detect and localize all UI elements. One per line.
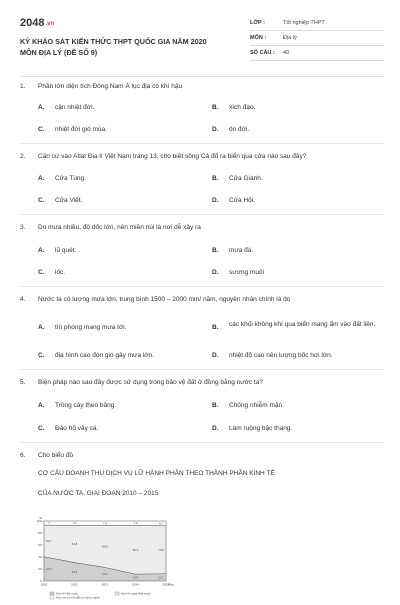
x-tick-label: 2015 <box>162 582 170 587</box>
option-text: Đào hố vảy cá. <box>55 425 99 432</box>
meta-key: MÔN : <box>250 35 267 41</box>
data-label: 7 <box>48 521 50 526</box>
legend-label: Kinh tế ngoài Nhà nước <box>121 591 151 596</box>
y-tick-label: 100 <box>36 519 42 524</box>
option-key: D. <box>212 126 219 133</box>
option-key: B. <box>212 104 219 111</box>
data-label: 11.3 <box>132 575 139 580</box>
question-number: 5. <box>20 379 26 386</box>
option-key: A. <box>38 247 45 254</box>
y-tick-label: 0 <box>39 579 42 584</box>
question-text: Biện pháp nào sau đây được sử dụng trong bảo vệ đất ở đồng bằng nước ta? <box>38 379 263 386</box>
x-tick-label: 2010 <box>40 582 48 587</box>
exam-title-line-1: KỲ KHẢO SÁT KIẾN THỨC THPT QUỐC GIA NĂM 2020 <box>20 37 207 46</box>
option-key: B. <box>212 324 219 331</box>
legend-label: Kinh tế Nhà nước <box>56 591 79 596</box>
option-key: C. <box>38 197 45 204</box>
chart-heading-text: CỦA NƯỚC TA, GIAI ĐOẠN 2010 – 2015 <box>38 490 159 497</box>
legend-swatch <box>50 592 54 595</box>
exam-meta <box>250 16 384 61</box>
y-tick-label: 80 <box>38 531 42 536</box>
option-text: sương muối <box>229 269 264 276</box>
y-axis-label: % <box>39 516 42 520</box>
meta-key: LỚP : <box>250 20 265 26</box>
option-key: B. <box>212 247 219 254</box>
question-text: Nước ta có lượng mưa lớn, trung bình 1500 – 2000 mm/ năm, nguyên nhân chính là do <box>38 296 291 303</box>
x-tick-label: 2012 <box>71 582 78 587</box>
option-key: A. <box>38 104 45 111</box>
option-text: xích đạo. <box>229 104 256 111</box>
x-tick-label: 2014 <box>132 582 139 587</box>
question-divider <box>20 369 384 370</box>
question-divider <box>20 442 384 443</box>
chart-heading-2 <box>20 490 384 502</box>
option-text: Làm ruộng bậc thang. <box>229 425 293 432</box>
y-tick-label: 20 <box>38 567 42 572</box>
question-number: 3. <box>20 224 26 231</box>
data-label: 7.4 <box>133 521 138 526</box>
option-text: Cửa Tùng. <box>55 175 86 182</box>
meta-row-count <box>250 46 384 61</box>
option-key: C. <box>38 126 45 133</box>
option-text: Cửa Gianh. <box>229 175 263 182</box>
chart-heading-1 <box>20 470 384 482</box>
meta-value: Tốt nghiệp THPT <box>283 20 325 26</box>
logo-main: 2048 <box>20 17 45 29</box>
area-chart <box>30 513 180 600</box>
meta-row-class <box>250 16 384 31</box>
option-key: B. <box>212 402 219 409</box>
meta-key: SỐ CÂU : <box>250 50 275 56</box>
y-tick-label: 60 <box>38 543 42 548</box>
option-key: B. <box>212 175 219 182</box>
site-logo[interactable] <box>20 17 54 29</box>
data-label: 52.7 <box>46 539 52 544</box>
data-label: 22.6 <box>102 572 108 577</box>
question-5 <box>20 379 384 391</box>
option-text: lốc. <box>55 269 66 276</box>
data-label: 61.8 <box>71 541 78 546</box>
option-key: C. <box>38 269 45 276</box>
question-1 <box>20 83 384 95</box>
exam-title-line-2: MÔN ĐỊA LÝ (ĐỀ SỐ 9) <box>20 48 98 57</box>
data-label: 40.3 <box>46 566 52 571</box>
chart-heading-text: CƠ CẤU DOANH THU DỊCH VỤ LỮ HÀNH PHÂN THEO THÀNH PHẦN KINH TẾ <box>38 470 275 477</box>
data-label: 8.1 <box>159 521 163 526</box>
option-text: nhiệt độ cao nên lượng bốc hơi lớn. <box>229 352 333 359</box>
question-text: Cho biểu đồ <box>38 452 74 459</box>
question-number: 2. <box>20 153 26 160</box>
option-key: D. <box>212 197 219 204</box>
x-axis-label: Năm <box>167 582 175 587</box>
option-key: D. <box>212 269 219 276</box>
option-key: D. <box>212 425 219 432</box>
question-number: 1. <box>20 83 26 90</box>
option-key: A. <box>38 324 45 331</box>
data-label: 69.8 <box>102 544 108 549</box>
option-text: các khối không khí qua biển mang ẩm vào đất liền. <box>229 321 376 328</box>
header-divider <box>20 76 384 77</box>
data-label: 12.1 <box>158 575 164 580</box>
question-2 <box>20 153 384 165</box>
question-text: Phần lớn diện tích Đông Nam Á lục địa có khí hậu <box>38 83 183 90</box>
data-label: 79.8 <box>158 547 164 552</box>
option-text: cận nhiệt đới. <box>55 104 95 111</box>
option-text: Cửa Việt. <box>55 197 83 204</box>
option-text: nhiệt đới gió mùa. <box>55 126 107 133</box>
option-text: Chống nhiễm mặn. <box>229 402 284 409</box>
meta-value: 40 <box>283 50 290 56</box>
option-text: mưa đá. <box>229 247 254 254</box>
data-label: 30.8 <box>71 569 78 574</box>
exam-title <box>20 36 260 58</box>
y-tick-label: 40 <box>38 555 42 560</box>
option-text: lũ quét. . <box>55 247 80 254</box>
option-key: C. <box>38 425 45 432</box>
option-text: địa hình cao đón gió gây mưa lớn. <box>55 352 154 359</box>
question-divider <box>20 214 384 215</box>
question-number: 6. <box>20 452 26 459</box>
question-6 <box>20 452 384 464</box>
data-label: 7.6 <box>103 521 107 526</box>
question-text: Do mưa nhiều, độ dốc lớn, nên miền núi là nơi dễ xảy ra <box>38 224 201 231</box>
option-text: Trồng cây theo băng. <box>55 402 117 409</box>
logo-suffix: .vn <box>45 21 55 27</box>
data-label: 7.4 <box>72 521 77 526</box>
legend-swatch <box>115 592 119 595</box>
question-divider <box>20 143 384 144</box>
meta-row-subject <box>250 31 384 46</box>
option-key: C. <box>38 352 45 359</box>
option-key: A. <box>38 402 45 409</box>
legend-swatch <box>50 596 54 599</box>
question-3 <box>20 224 384 236</box>
question-4 <box>20 296 384 308</box>
x-tick-label: 2013 <box>101 582 109 587</box>
option-key: A. <box>38 175 45 182</box>
option-text: ôn đới. <box>229 126 250 133</box>
area-chart-svg <box>30 513 180 600</box>
option-text: tín phong mang mưa tới. <box>55 324 127 331</box>
data-label: 81.3 <box>132 547 139 552</box>
meta-value: Địa lý <box>283 35 297 41</box>
legend-label: Khu vực có vốn đầu tư nước ngoài <box>56 595 100 600</box>
question-divider <box>20 286 384 287</box>
option-text: Cửa Hội. <box>229 197 256 204</box>
question-number: 4. <box>20 296 26 303</box>
question-text: Căn cứ vào Atlat Địa lí Việt Nam trang 13, cho biết sông Cả đổ ra biển qua cửa nào sau đây? <box>38 153 307 160</box>
option-key: D. <box>212 352 219 359</box>
